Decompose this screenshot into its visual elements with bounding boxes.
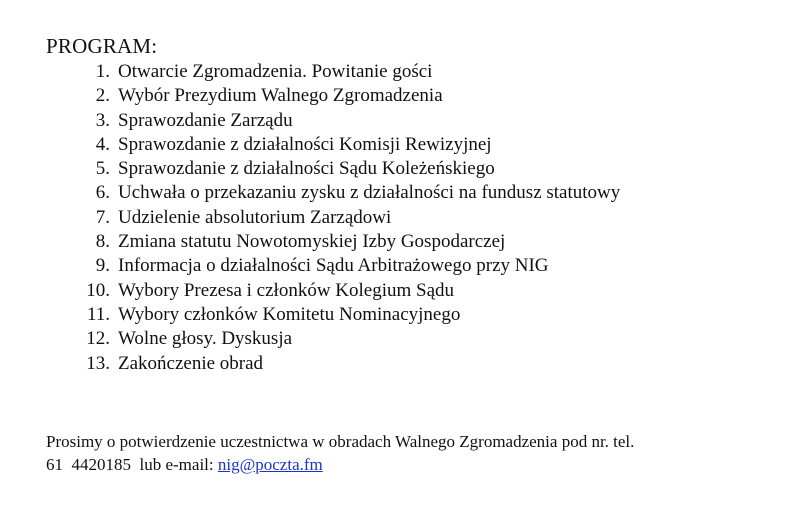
item-text: Sprawozdanie Zarządu	[118, 109, 293, 131]
contact-note	[46, 430, 634, 476]
item-number: 8.	[95, 231, 110, 253]
phone-number: 61 4420185 lub e-mail:	[46, 455, 218, 474]
item-number: 4.	[95, 133, 110, 155]
item-text: Wybory Prezesa i członków Kolegium Sądu	[118, 279, 455, 301]
item-number: 2.	[95, 85, 110, 107]
contact-line	[46, 453, 634, 476]
confirmation-request: Prosimy o potwierdzenie uczestnictwa w obradach Walnego Zgromadzenia pod nr. tel.	[46, 432, 635, 451]
email-link[interactable]: nig@poczta.fm	[217, 455, 323, 474]
item-text: Udzielenie absolutorium Zarządowi	[118, 206, 392, 228]
item-number: 13.	[86, 352, 110, 374]
item-number: 10.	[86, 279, 110, 301]
item-text: Zakończenie obrad	[118, 352, 264, 374]
item-text: Zmiana statutu Nowotomyskiej Izby Gospodarczej	[118, 231, 506, 253]
item-number: 11.	[86, 303, 110, 325]
item-number: 12.	[86, 328, 110, 350]
program-heading: PROGRAM:	[46, 34, 158, 58]
item-text: Wybory członków Komitetu Nominacyjnego	[118, 303, 461, 325]
item-number: 6.	[95, 182, 110, 204]
item-text: Wybór Prezydium Walnego Zgromadzenia	[118, 85, 443, 107]
item-text: Informacja o działalności Sądu Arbitrażowego przy NIG	[118, 255, 549, 277]
item-text: Sprawozdanie z działalności Sądu Koleżeńskiego	[118, 158, 495, 180]
item-text: Otwarcie Zgromadzenia. Powitanie gości	[118, 61, 433, 82]
item-number: 9.	[95, 255, 110, 277]
item-text: Sprawozdanie z działalności Komisji Rewizyjnej	[118, 133, 492, 155]
item-number: 3.	[95, 109, 110, 131]
item-number: 5.	[95, 158, 110, 180]
item-text: Uchwała o przekazaniu zysku z działalności na fundusz statutowy	[118, 182, 621, 204]
item-number: 1.	[95, 61, 110, 82]
item-text: Wolne głosy. Dyskusja	[118, 328, 293, 350]
item-number: 7.	[95, 206, 110, 228]
